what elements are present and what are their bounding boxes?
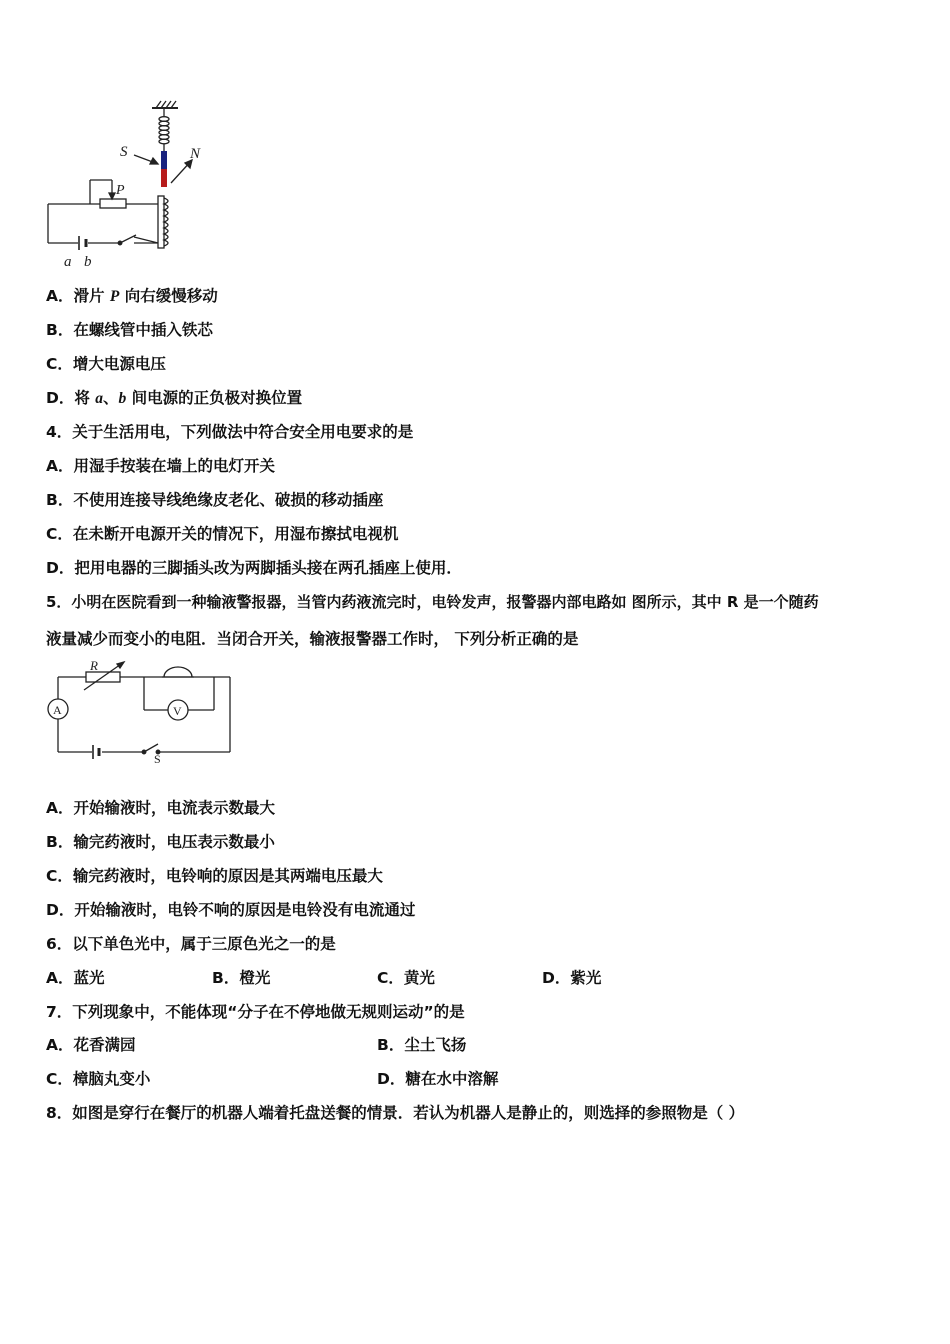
q7-option-a: A．花香满园 [46, 1036, 136, 1054]
q7-option-b: B．尘土飞扬 [377, 1036, 467, 1054]
q6-option-a: A．蓝光 [46, 969, 105, 987]
q5-stem-line1: 5．小明在医院看到一种输液警报器，当管内药液流完时，电铃发声，报警器内部电路如 图所示，其中 R 是一个随药 [46, 593, 819, 611]
q5-option-d: D．开始输液时，电铃不响的原因是电铃没有电流通过 [46, 901, 416, 919]
q4-option-c: C．在未断开电源开关的情况下，用湿布擦拭电视机 [46, 525, 399, 543]
q3-option-d: D．将 a、b 间电源的正负极对换位置 [46, 389, 303, 407]
label-a: a [64, 254, 72, 270]
q7-option-d: D．糖在水中溶解 [377, 1070, 499, 1088]
q7-stem: 7．下列现象中，不能体现“分子在不停地做无规则运动”的是 [46, 1003, 465, 1021]
q3-option-b: B．在螺线管中插入铁芯 [46, 321, 213, 339]
label-b: b [84, 254, 92, 270]
q3-option-c: C．增大电源电压 [46, 355, 166, 373]
magnet-n-pole [161, 169, 167, 187]
label-r: R [90, 658, 98, 673]
electromagnet-circuit-figure [40, 98, 240, 273]
ammeter-label: A [53, 703, 62, 717]
q6-option-d: D．紫光 [542, 969, 602, 987]
q5-option-c: C．输完药液时，电铃响的原因是其两端电压最大 [46, 867, 383, 885]
q4-stem: 4．关于生活用电，下列做法中符合安全用电要求的是 [46, 423, 414, 441]
q5-option-a: A．开始输液时，电流表示数最大 [46, 799, 275, 817]
q4-option-a: A．用湿手按装在墙上的电灯开关 [46, 457, 275, 475]
label-s: S [120, 144, 128, 160]
alarm-circuit-figure [44, 656, 244, 768]
q5-option-b: B．输完药液时，电压表示数最小 [46, 833, 275, 851]
switch-label: S [154, 752, 161, 766]
q4-option-b: B．不使用连接导线绝缘皮老化、破损的移动插座 [46, 491, 384, 509]
q8-stem: 8．如图是穿行在餐厅的机器人端着托盘送餐的情景．若认为机器人是静止的，则选择的参照物是（ ） [46, 1104, 745, 1122]
q5-stem-line2: 液量减少而变小的电阻．当闭合开关，输液报警器工作时， 下列分析正确的是 [46, 630, 579, 648]
q6-option-b: B．橙光 [212, 969, 271, 987]
q4-option-d: D．把用电器的三脚插头改为两脚插头接在两孔插座上使用． [46, 559, 462, 577]
magnet-s-pole [161, 151, 167, 169]
label-n: N [190, 146, 201, 162]
voltmeter-label: V [173, 704, 182, 718]
q7-option-c: C．樟脑丸变小 [46, 1070, 151, 1088]
label-p: P [116, 183, 125, 198]
q6-stem: 6．以下单色光中，属于三原色光之一的是 [46, 935, 336, 953]
q6-option-c: C．黄光 [377, 969, 435, 987]
q3-option-a: A．滑片 P 向右缓慢移动 [46, 287, 218, 305]
